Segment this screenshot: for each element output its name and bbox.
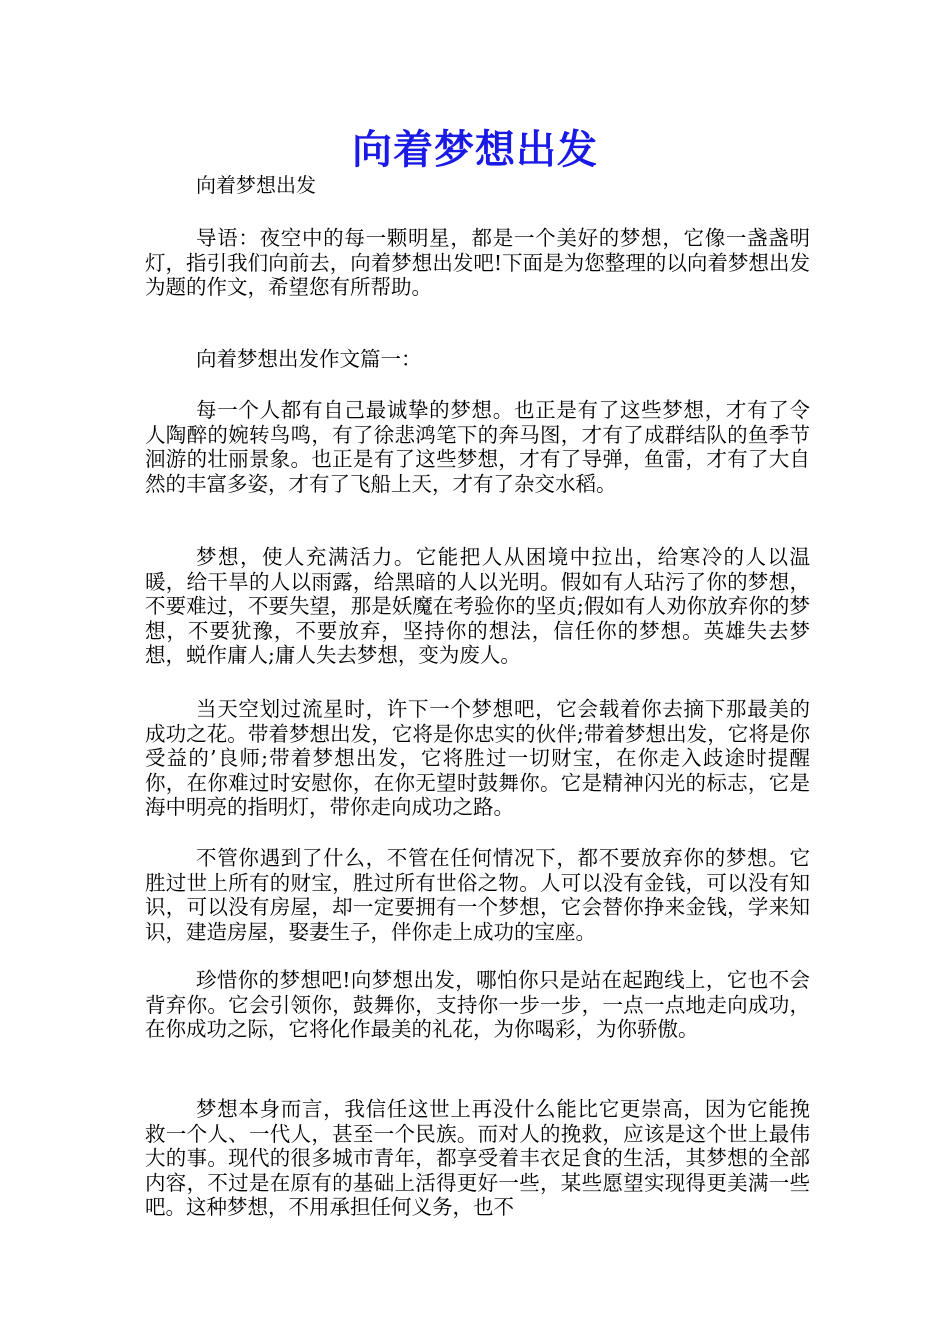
body-paragraph: 当天空划过流星时，许下一个梦想吧，它会载着你去摘下那最美的成功之花。带着梦想出发，它将是你忠实的伙伴;带着梦想出发，它将是你受益的’良师;带着梦想出发，它将胜过一切财宝，在你走入歧途时提醒你，在你难过时安慰你，在你无望时鼓舞你。它是精神闪光的标志，它是海中明亮的指明灯，带你走向成功之路。	[145, 697, 810, 820]
document-subtitle: 向着梦想出发	[196, 173, 316, 197]
body-paragraph: 珍惜你的梦想吧!向梦想出发，哪怕你只是站在起跑线上，它也不会背弃你。它会引领你，鼓舞你，支持你一步一步，一点一点地走向成功，在你成功之际，它将化作最美的礼花，为你喝彩，为你骄傲。	[145, 968, 810, 1042]
body-paragraph: 不管你遇到了什么，不管在任何情况下，都不要放弃你的梦想。它胜过世上所有的财宝，胜过所有世俗之物。人可以没有金钱，可以没有知识，可以没有房屋，却一定要拥有一个梦想，它会替你挣来金钱，学来知识，建造房屋，娶妻生子，伴你走上成功的宝座。	[145, 846, 810, 944]
body-paragraph: 每一个人都有自己最诚挚的梦想。也正是有了这些梦想，才有了令人陶醉的婉转鸟鸣，有了徐悲鸿笔下的奔马图，才有了成群结队的鱼季节洄游的壮丽景象。也正是有了这些梦想，才有了导弹，鱼雷，才有了大自然的丰富多姿，才有了飞船上天，才有了杂交水稻。	[145, 398, 810, 496]
section-heading: 向着梦想出发作文篇一：	[196, 347, 422, 371]
document-title: 向着梦想出发	[352, 127, 598, 173]
body-paragraph: 梦想，使人充满活力。它能把人从困境中拉出，给寒冷的人以温暖，给干旱的人以雨露，给黑暗的人以光明。假如有人玷污了你的梦想，不要难过，不要失望，那是妖魔在考验你的坚贞;假如有人劝你放弃你的梦想，不要犹豫，不要放弃，坚持你的想法，信任你的梦想。英雄失去梦想，蜕作庸人;庸人失去梦想，变为废人。	[145, 545, 810, 668]
intro-paragraph: 导语：夜空中的每一颗明星，都是一个美好的梦想，它像一盏盏明灯，指引我们向前去，向着梦想出发吧!下面是为您整理的以向着梦想出发为题的作文，希望您有所帮助。	[145, 226, 810, 300]
body-paragraph: 梦想本身而言，我信任这世上再没什么能比它更崇高，因为它能挽救一个人、一代人，甚至一个民族。而对人的挽救，应该是这个世上最伟大的事。现代的很多城市青年，都享受着丰衣足食的生活，其梦想的全部内容，不过是在原有的基础上活得更好一些，某些愿望实现得更美满一些吧。这种梦想，不用承担任何义务，也不	[145, 1097, 810, 1220]
